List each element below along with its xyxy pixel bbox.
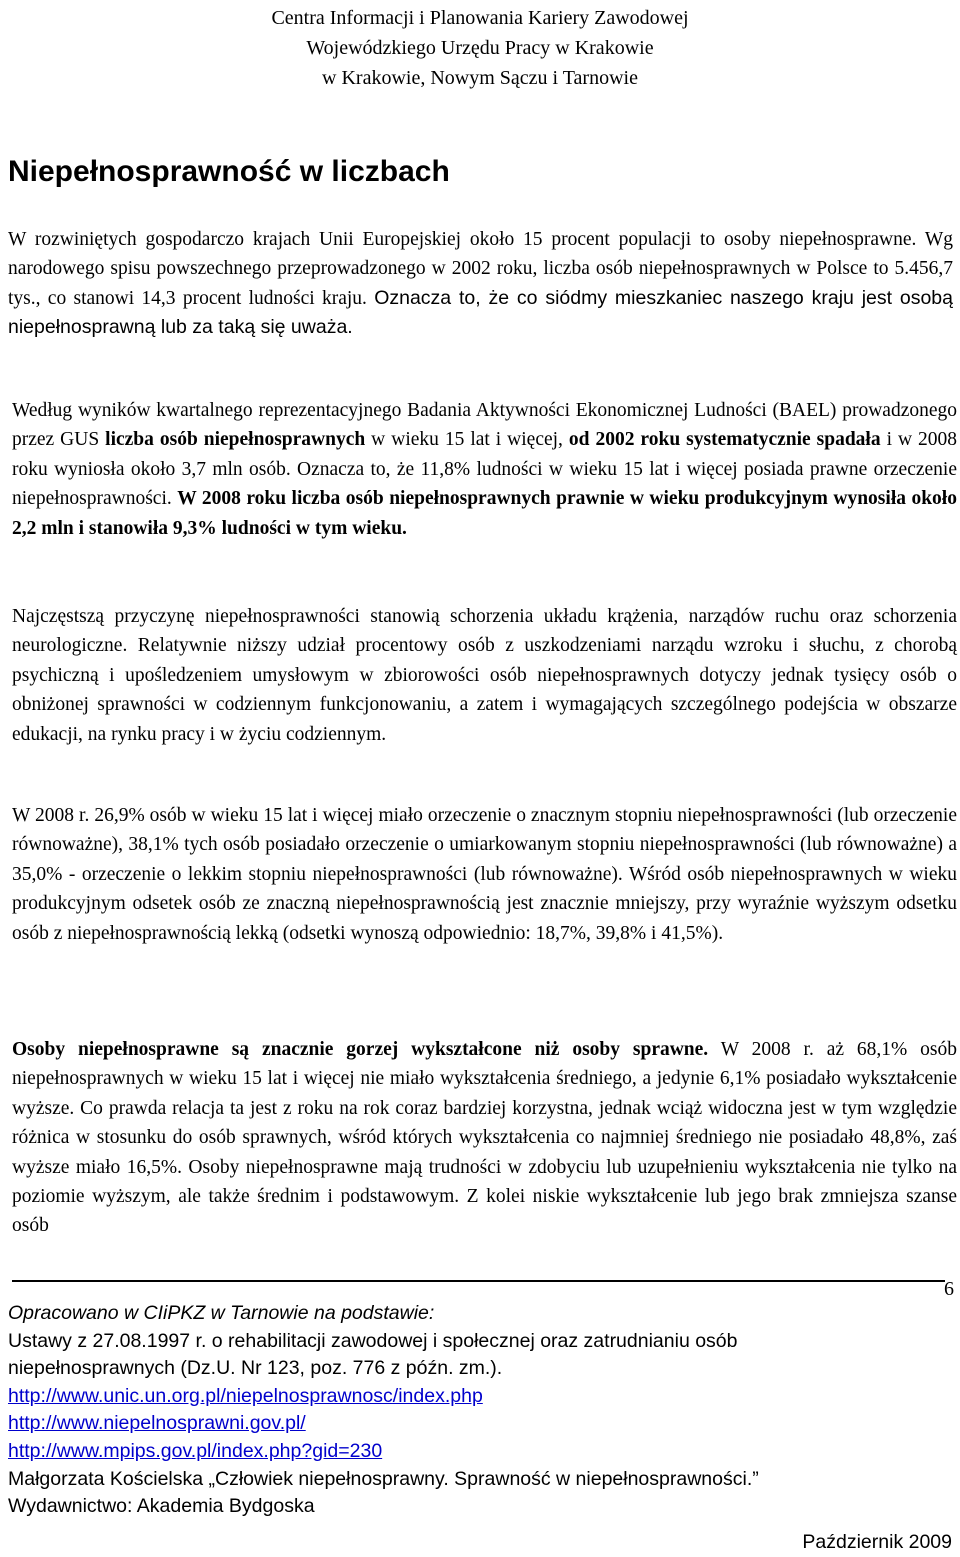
link-unic[interactable]: http://www.unic.un.org.pl/niepelnosprawnosc/index.php — [8, 1384, 483, 1407]
bael-text-3: i w 2008 roku wyniosła około 3,7 mln osób. Oznacza to, że 11,8% ludności w wieku 15 lat i więcej posiada prawne orzeczenie niepełnosprawności. — [12, 429, 958, 510]
bael-bold-1: liczba osób niepełnosprawnych — [105, 429, 366, 451]
link-mpips[interactable]: http://www.mpips.gov.pl/index.php?gid=230 — [8, 1439, 383, 1462]
link-niepelnosprawni[interactable]: http://www.niepelnosprawni.gov.pl/ — [8, 1412, 306, 1435]
source-label: Opracowano w CIiPKZ w Tarnowie na podstawie: — [8, 1302, 435, 1324]
law-line-1: Ustawy z 27.08.1997 r. o rehabilitacji zawodowej i społecznej oraz zatrudnianiu osób — [8, 1329, 738, 1352]
document-date: Październik 2009 — [802, 1531, 952, 1553]
footer-sources — [8, 1300, 953, 1521]
paragraph-bael — [12, 396, 957, 543]
publisher: Wydawnictwo: Akademia Bydgoska — [8, 1495, 315, 1518]
paragraph-intro — [8, 225, 953, 343]
bael-bold-2: od 2002 roku systematycznie spadała — [568, 429, 881, 451]
law-line-2: niepełnosprawnych (Dz.U. Nr 123, poz. 776 z późn. zm.). — [8, 1357, 503, 1380]
book-reference: Małgorzata Kościelska „Człowiek niepełnosprawny. Sprawność w niepełnosprawności.” — [8, 1467, 759, 1490]
page-title: Niepełnosprawność w liczbach — [8, 155, 450, 188]
bael-text-1: Według wyników kwartalnego reprezentacyjnego Badania Aktywności Ekonomicznej Ludności (BAEL) prowadzonego przez GUS — [12, 400, 957, 451]
header-line-1: Centra Informacji i Planowania Kariery Zawodowej — [271, 7, 689, 29]
intro-text: W rozwiniętych gospodarczo krajach Unii Europejskiej około 15 procent populacji to osoby niepełnosprawne. Wg narodowego spisu powszechnego przeprowadzonego w 2002 roku, liczba osób niepełnosprawnych w Polsce to 5.456,7 tys., co stanowi 14,3 procent ludności kraju. — [8, 229, 953, 309]
page-number: 6 — [944, 1278, 954, 1300]
bael-text-2: w wieku 15 lat i więcej, — [365, 429, 569, 451]
intro-conclusion: Oznacza to, że co siódmy mieszkaniec naszego kraju jest osobą niepełnosprawną lub za taką się uważa. — [8, 286, 953, 339]
footer-divider — [12, 1280, 945, 1282]
education-text: W 2008 r. aż 68,1% osób niepełnosprawnych w wieku 15 lat i więcej nie miało wykształcenia średniego, a jedynie 6,1% posiadało wykształcenie wyższe. Co prawda relacja ta jest z roku na rok coraz bardziej korzystna, jednak wciąż widoczna jest w tym względzie różnica w stosunku do osób sprawnych, wśród których wykształcenia co najmniej średniego nie posiadało 48,8%, zaś wyższe miało 16,5%. Osoby niepełnosprawne mają trudności w zdobyciu lub uzupełnieniu wykształcenia nie tylko na poziomie wyższym, ale także średnim i podstawowym. Z kolei niskie wykształcenie lub jego brak zmniejsza szanse osób — [12, 1039, 957, 1237]
education-bold: Osoby niepełnosprawne są znacznie gorzej wykształcone niż osoby sprawne. — [12, 1039, 709, 1060]
paragraph-causes: Najczęstszą przyczynę niepełnosprawności stanowią schorzenia układu krążenia, narządów ruchu oraz schorzenia neurologiczne. Relatywnie niższy udział procentowy osób z uszkodzeniami narządu wzroku i słuchu, z chorobą psychiczną i upośledzeniem umysłowym w zbiorowości osób niepełnosprawnych dotyczy jednak tysięcy osób o obniżonej sprawności w codziennym funkcjonowaniu, a zatem i wymagających szczególnego podejścia w obszarze edukacji, na rynku pracy i w życiu codziennym. — [12, 606, 957, 745]
paragraph-degrees: W 2008 r. 26,9% osób w wieku 15 lat i więcej miało orzeczenie o znacznym stopniu niepełnosprawności (lub orzeczenie równoważne), 38,1% tych osób posiadało orzeczenie o umiarkowanym stopniu niepełnosprawności (lub równoważne) a 35,0% - orzeczenie o lekkim stopniu niepełnosprawności (lub równoważne). Wśród osób niepełnosprawnych w wieku produkcyjnym odsetek osób ze znaczną niepełnosprawnością jest znacznie mniejszy, przy wyraźnie wyższym odsetku osób z niepełnosprawnością lekką (odsetki wynoszą odpowiednio: 18,7%, 39,8% i 41,5%). — [12, 805, 957, 944]
header-line-2: Wojewódzkiego Urzędu Pracy w Krakowie — [306, 37, 654, 59]
header-line-3: w Krakowie, Nowym Sączu i Tarnowie — [322, 67, 638, 89]
bael-bold-3: W 2008 roku liczba osób niepełnosprawnych prawnie w wieku produkcyjnym wynosiła około 2,2 mln i stanowiła 9,3% ludności w tym wieku. — [12, 488, 957, 539]
paragraph-education — [12, 1035, 957, 1241]
document-header — [0, 3, 960, 93]
